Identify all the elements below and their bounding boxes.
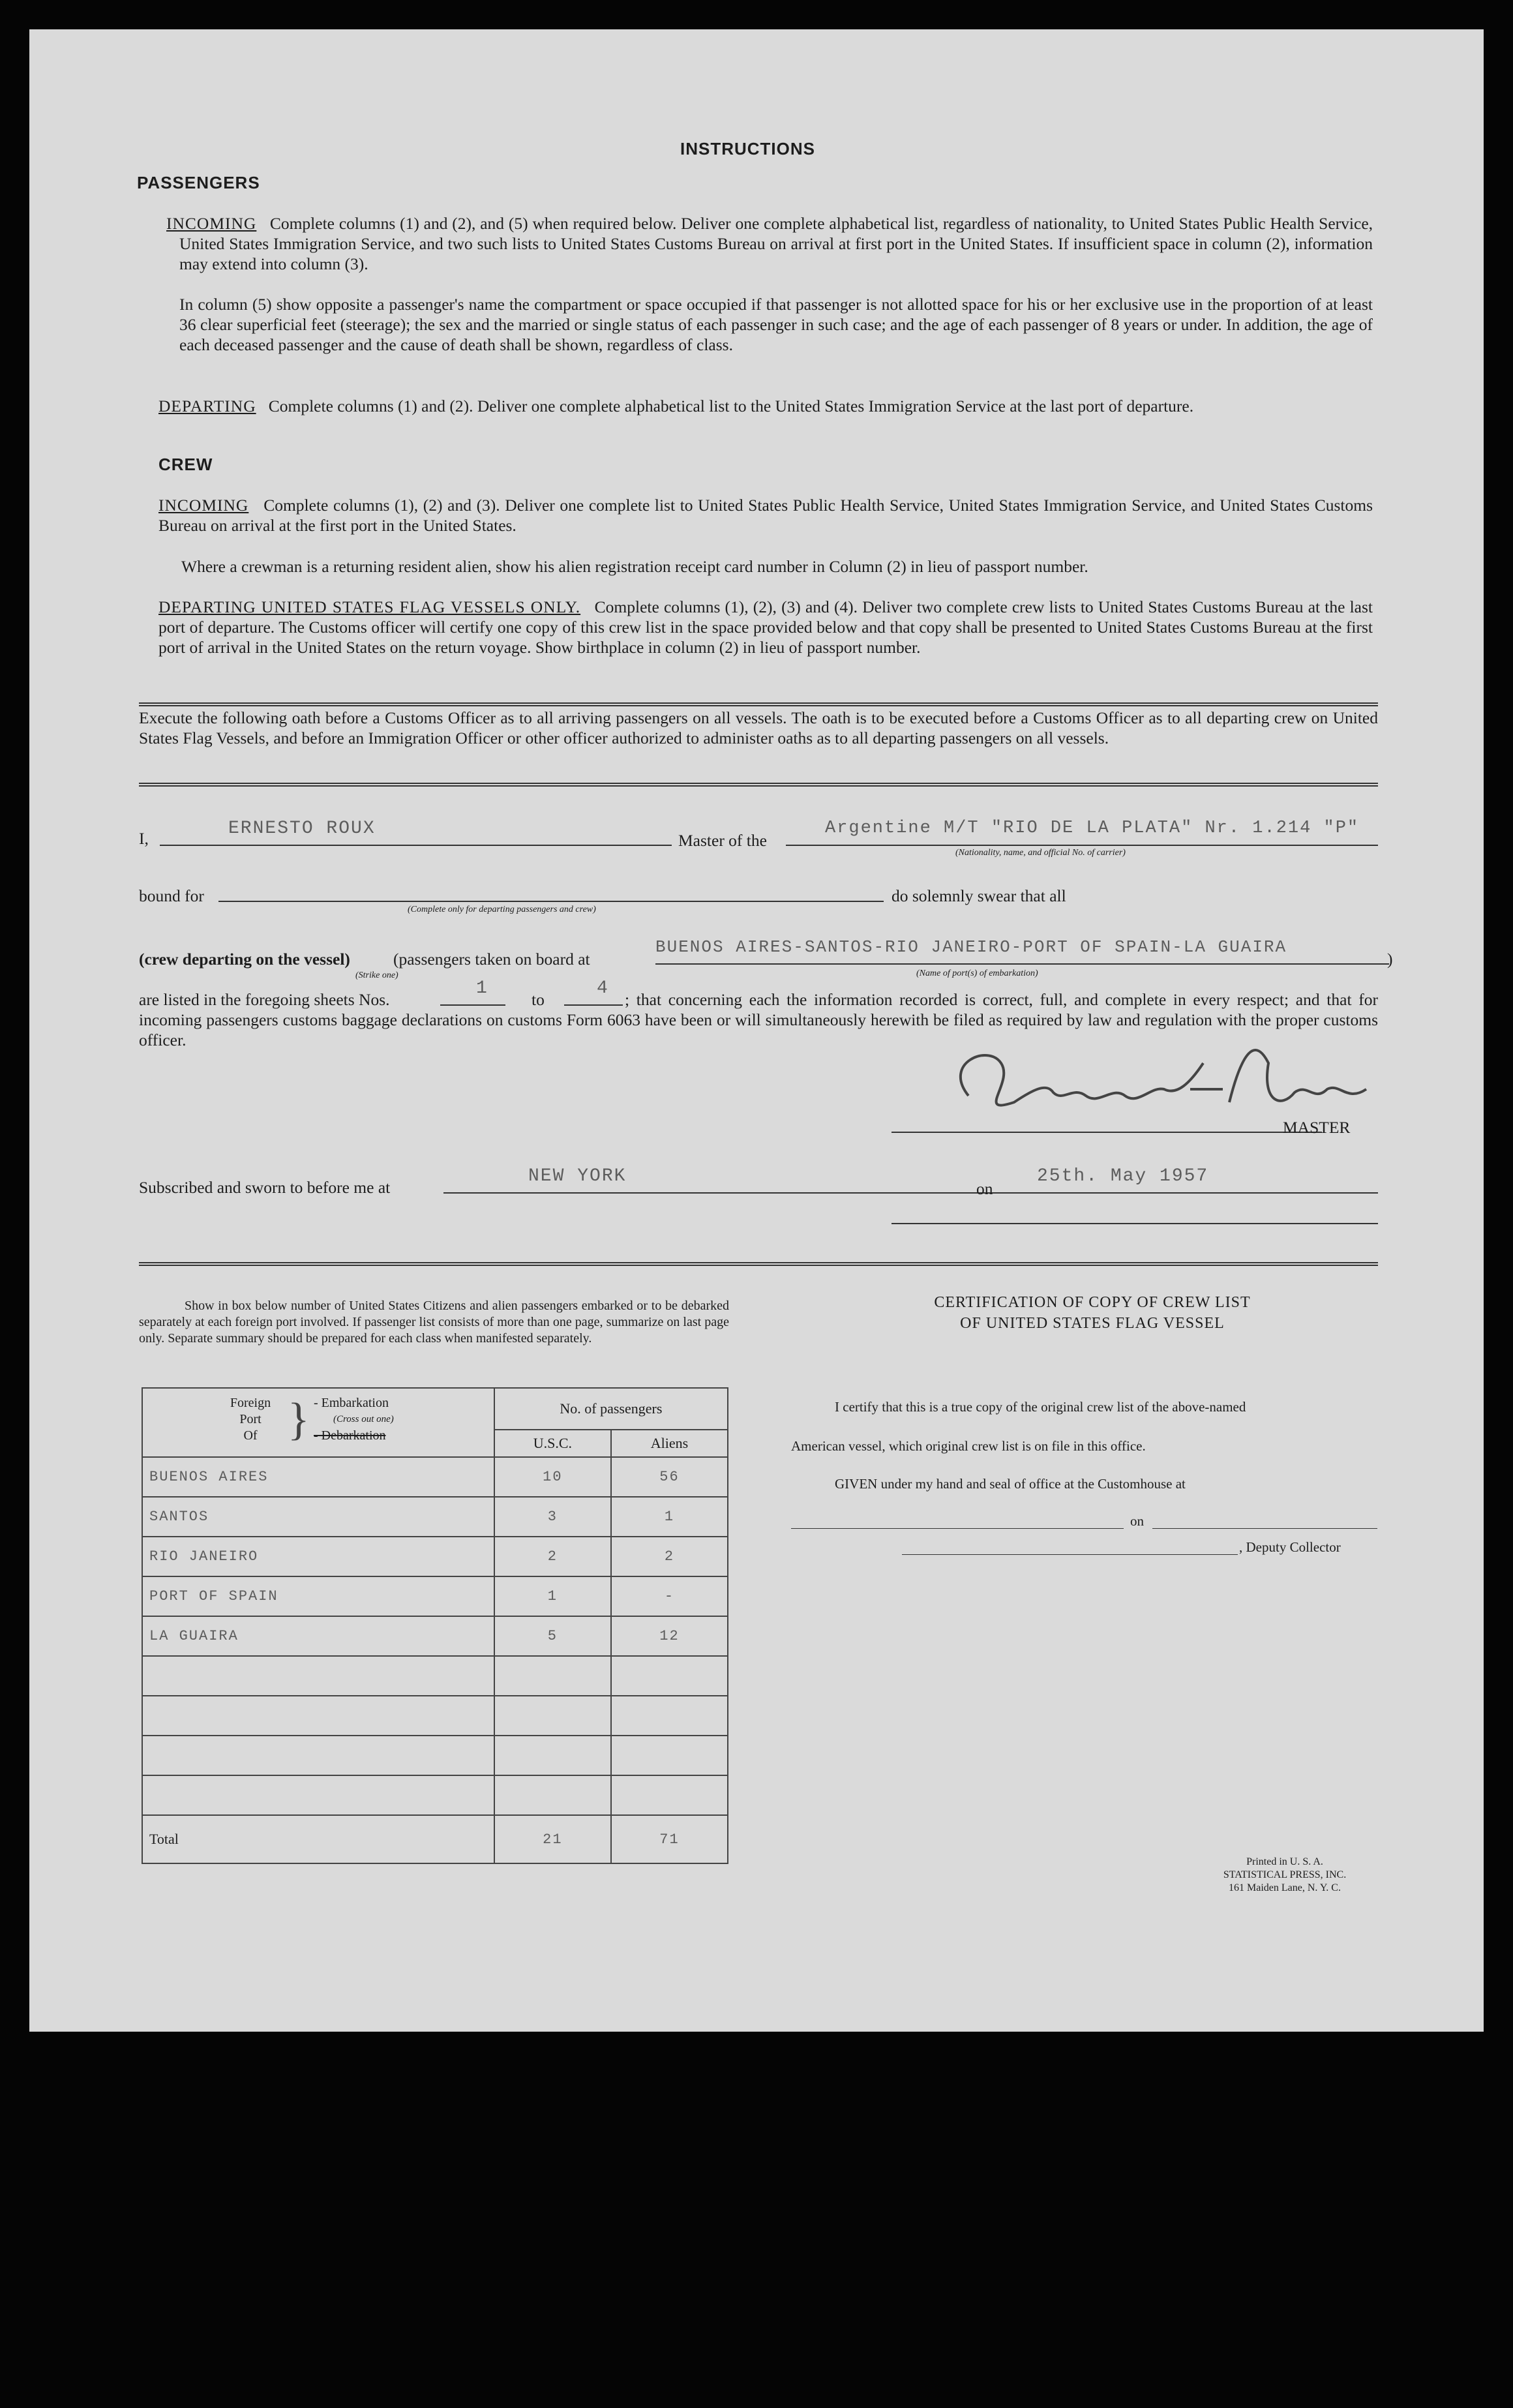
crew-incoming-paragraph — [158, 495, 1373, 535]
certification-title-line2: OF UNITED STATES FLAG VESSEL — [960, 1315, 1225, 1332]
passengers-departing-label: DEPARTING — [158, 397, 256, 415]
empty-cell — [611, 1696, 728, 1736]
ports-of-embarkation: BUENOS AIRES-SANTOS-RIO JANEIRO-PORT OF SPAIN-LA GUAIRA — [655, 937, 1287, 957]
passengers-incoming-text: Complete columns (1) and (2), and (5) when required below. Deliver one complete alphabetical list, regardless of nationality, to United States Public Health Service, United States Immigration Service, and two such lists to United States Customs Bureau on arrival at first port in the United States. If insufficient space in column (2), information may extend into column (3). — [179, 214, 1373, 273]
sworn-date-line — [1001, 1192, 1378, 1194]
given-text: GIVEN under my hand and seal of office at the Customhouse at — [835, 1476, 1186, 1492]
printer-line3: 161 Maiden Lane, N. Y. C. — [1229, 1882, 1341, 1893]
bound-for-line — [218, 901, 884, 902]
aliens-cell: 12 — [611, 1616, 728, 1656]
swear-text: do solemnly swear that all — [891, 886, 1066, 905]
bound-for-caption: (Complete only for departing passengers and crew) — [408, 905, 596, 914]
listed-text: ; that concerning each the information recorded is correct, full, and complete in every respect; and that for incoming passengers customs baggage declarations on customs Form 6063 have been or will simultaneously herewith be filed as required by law and regulation with the proper customs officer. — [139, 990, 1378, 1049]
vessel-line — [786, 845, 1378, 846]
empty-cell — [142, 1736, 494, 1775]
passengers-incoming-label: INCOMING — [166, 214, 257, 233]
aliens-cell: - — [611, 1576, 728, 1616]
sworn-place-line — [443, 1192, 1004, 1194]
vessel-caption: (Nationality, name, and official No. of carrier) — [955, 848, 1126, 858]
total-row — [142, 1815, 728, 1863]
certification-title-line1: CERTIFICATION OF COPY OF CREW LIST — [934, 1294, 1251, 1311]
certification-on-label: on — [1130, 1513, 1144, 1529]
usc-cell: 2 — [494, 1537, 611, 1576]
no-of-passengers-header: No. of passengers — [494, 1388, 728, 1430]
empty-cell — [611, 1656, 728, 1696]
table-row — [142, 1537, 728, 1576]
aliens-cell: 2 — [611, 1537, 728, 1576]
crew-departing-option-text: (crew departing on the vessel) — [139, 950, 350, 969]
foreign-text: Foreign — [230, 1396, 271, 1410]
empty-cell — [494, 1656, 611, 1696]
passenger-summary-table — [142, 1387, 728, 1864]
sheet-from: 1 — [476, 978, 488, 999]
ports-line — [655, 963, 1389, 965]
execute-oath-paragraph: Execute the following oath before a Customs Officer as to all arriving passengers on all vessels. The oath is to be executed before a Customs Officer as to all departing crew on United States Flag Vessels, and before an Immigration Officer or other officer authorized to administer oaths as to all departing passengers on all vessels. — [139, 708, 1378, 747]
divider — [139, 785, 1378, 787]
officer-signature-line — [891, 1223, 1378, 1224]
of-text: Of — [243, 1428, 258, 1443]
port-text: Port — [239, 1412, 262, 1426]
brace-icon: } — [288, 1394, 310, 1445]
summary-note: Show in box below number of United States Citizens and alien passengers embarked or to be debarked separately at each foreign port involved. If passenger list consists of more than one page, summarize on last page only. Separate summary should be prepared for each class when manifested separately. — [139, 1299, 729, 1346]
instructions-title: INSTRUCTIONS — [680, 139, 815, 158]
table-row — [142, 1576, 728, 1616]
table-row — [142, 1736, 728, 1775]
total-usc: 21 — [494, 1815, 611, 1863]
empty-cell — [611, 1775, 728, 1815]
passengers-incoming-paragraph — [166, 213, 1373, 274]
divider — [139, 1265, 1378, 1266]
sworn-date: 25th. May 1957 — [1037, 1166, 1209, 1186]
master-signature-line — [891, 1132, 1322, 1133]
table-row — [142, 1616, 728, 1656]
usc-header: U.S.C. — [494, 1430, 611, 1457]
master-label: MASTER — [1283, 1118, 1351, 1137]
strike-caption: (Strike one) — [355, 971, 398, 980]
printer-line2: STATISTICAL PRESS, INC. — [1223, 1869, 1347, 1880]
i-label: I, — [139, 829, 149, 848]
master-of-label: Master of the — [678, 831, 767, 850]
table-row — [142, 1497, 728, 1537]
crossout-text: (Cross out one) — [333, 1414, 394, 1424]
usc-cell: 3 — [494, 1497, 611, 1537]
passengers-option: (passengers taken on board at — [393, 950, 590, 969]
passengers-departing-text: Complete columns (1) and (2). Deliver one complete alphabetical list to the United States Immigration Service at the last port of departure. — [268, 397, 1194, 415]
empty-cell — [494, 1696, 611, 1736]
crew-incoming-label: INCOMING — [158, 496, 249, 515]
usc-cell: 5 — [494, 1616, 611, 1656]
passengers-departing-paragraph — [158, 396, 1373, 416]
divider — [139, 1262, 1378, 1263]
port-cell: BUENOS AIRES — [142, 1457, 494, 1497]
aliens-cell: 56 — [611, 1457, 728, 1497]
subscribed-label: Subscribed and sworn to before me at — [139, 1178, 391, 1197]
sworn-place: NEW YORK — [528, 1166, 627, 1186]
aliens-header: Aliens — [611, 1430, 728, 1457]
deputy-collector-label: , Deputy Collector — [1239, 1539, 1341, 1555]
crew-departing-text: Complete columns (1), (2), (3) and (4). Deliver two complete crew lists to United States Customs Bureau at the last port of departure. The Customs officer will certify one copy of this crew list in the space provided below and that copy shall be presented to United States Customs Bureau at the first port of arrival in the United States on the return voyage. Show birthplace in column (2) in lieu of passport number. — [158, 597, 1373, 657]
column5-paragraph: In column (5) show opposite a passenger's name the compartment or space occupied if that passenger is not allotted space for his or her exclusive use in the proportion of at least 36 clear superficial feet (steerage); the sex and the married or single status of each passenger in such case; and the age of each passenger of 8 years or under. In addition, the age of each deceased passenger and the cause of death shall be shown, regardless of class. — [179, 295, 1373, 354]
divider — [139, 702, 1378, 704]
aliens-cell: 1 — [611, 1497, 728, 1537]
bound-for-label: bound for — [139, 886, 204, 905]
port-cell: RIO JANEIRO — [142, 1537, 494, 1576]
usc-cell: 1 — [494, 1576, 611, 1616]
port-cell: PORT OF SPAIN — [142, 1576, 494, 1616]
sheet-to: 4 — [597, 978, 609, 999]
master-name: ERNESTO ROUX — [228, 819, 376, 839]
table-row — [142, 1696, 728, 1736]
crew-incoming-text: Complete columns (1), (2) and (3). Deliver one complete list to United States Public Health Service, United States Immigration Service, and United States Customs Bureau on arrival at the first port in the United States. — [158, 496, 1373, 535]
printer-line1: Printed in U. S. A. — [1246, 1856, 1323, 1867]
certification-date-line — [1152, 1528, 1377, 1529]
port-cell: LA GUAIRA — [142, 1616, 494, 1656]
empty-cell — [142, 1775, 494, 1815]
passengers-heading: PASSENGERS — [137, 173, 260, 192]
master-name-line — [160, 845, 672, 846]
ports-caption: (Name of port(s) of embarkation) — [916, 969, 1038, 978]
usc-cell: 10 — [494, 1457, 611, 1497]
empty-cell — [494, 1736, 611, 1775]
table-row — [142, 1457, 728, 1497]
on-label: on — [976, 1179, 993, 1198]
crew-departing-label: DEPARTING UNITED STATES FLAG VESSELS ONLY. — [158, 597, 581, 616]
crew-departing-option — [139, 949, 350, 969]
debarkation-text: - Debarkation — [314, 1428, 386, 1443]
to-label: to — [532, 990, 545, 1009]
deputy-signature-line — [902, 1554, 1238, 1555]
empty-cell — [494, 1775, 611, 1815]
sheets-label: are listed in the foregoing sheets Nos. — [139, 990, 390, 1009]
divider — [139, 783, 1378, 784]
certify-text: I certify that this is a true copy of the original crew list of the above-named — [835, 1399, 1246, 1415]
divider — [139, 705, 1378, 706]
port-cell: SANTOS — [142, 1497, 494, 1537]
foreign-port-of — [215, 1395, 286, 1444]
port-header-cell — [142, 1388, 494, 1457]
total-aliens: 71 — [611, 1815, 728, 1863]
vessel-name: Argentine M/T "RIO DE LA PLATA" Nr. 1.214 "P" — [825, 819, 1360, 838]
american-vessel-text: American vessel, which original crew list is on file in this office. — [791, 1438, 1146, 1454]
customhouse-line — [791, 1528, 1124, 1529]
form-page — [29, 29, 1484, 2032]
table-row — [142, 1775, 728, 1815]
empty-cell — [142, 1656, 494, 1696]
crew-heading: CREW — [158, 455, 213, 474]
embarkation-text: - Embarkation — [314, 1396, 389, 1410]
printer-imprint — [1177, 1856, 1392, 1895]
close-paren: ) — [1387, 950, 1393, 969]
embark-debark-options — [314, 1395, 394, 1444]
certification-title — [805, 1292, 1379, 1334]
table-row — [142, 1656, 728, 1696]
total-label: Total — [142, 1815, 494, 1863]
empty-cell — [142, 1696, 494, 1736]
crew-departing-paragraph — [158, 597, 1373, 657]
crewman-paragraph: Where a crewman is a returning resident alien, show his alien registration receipt card number in Column (2) in lieu of passport number. — [181, 557, 1088, 576]
empty-cell — [611, 1736, 728, 1775]
